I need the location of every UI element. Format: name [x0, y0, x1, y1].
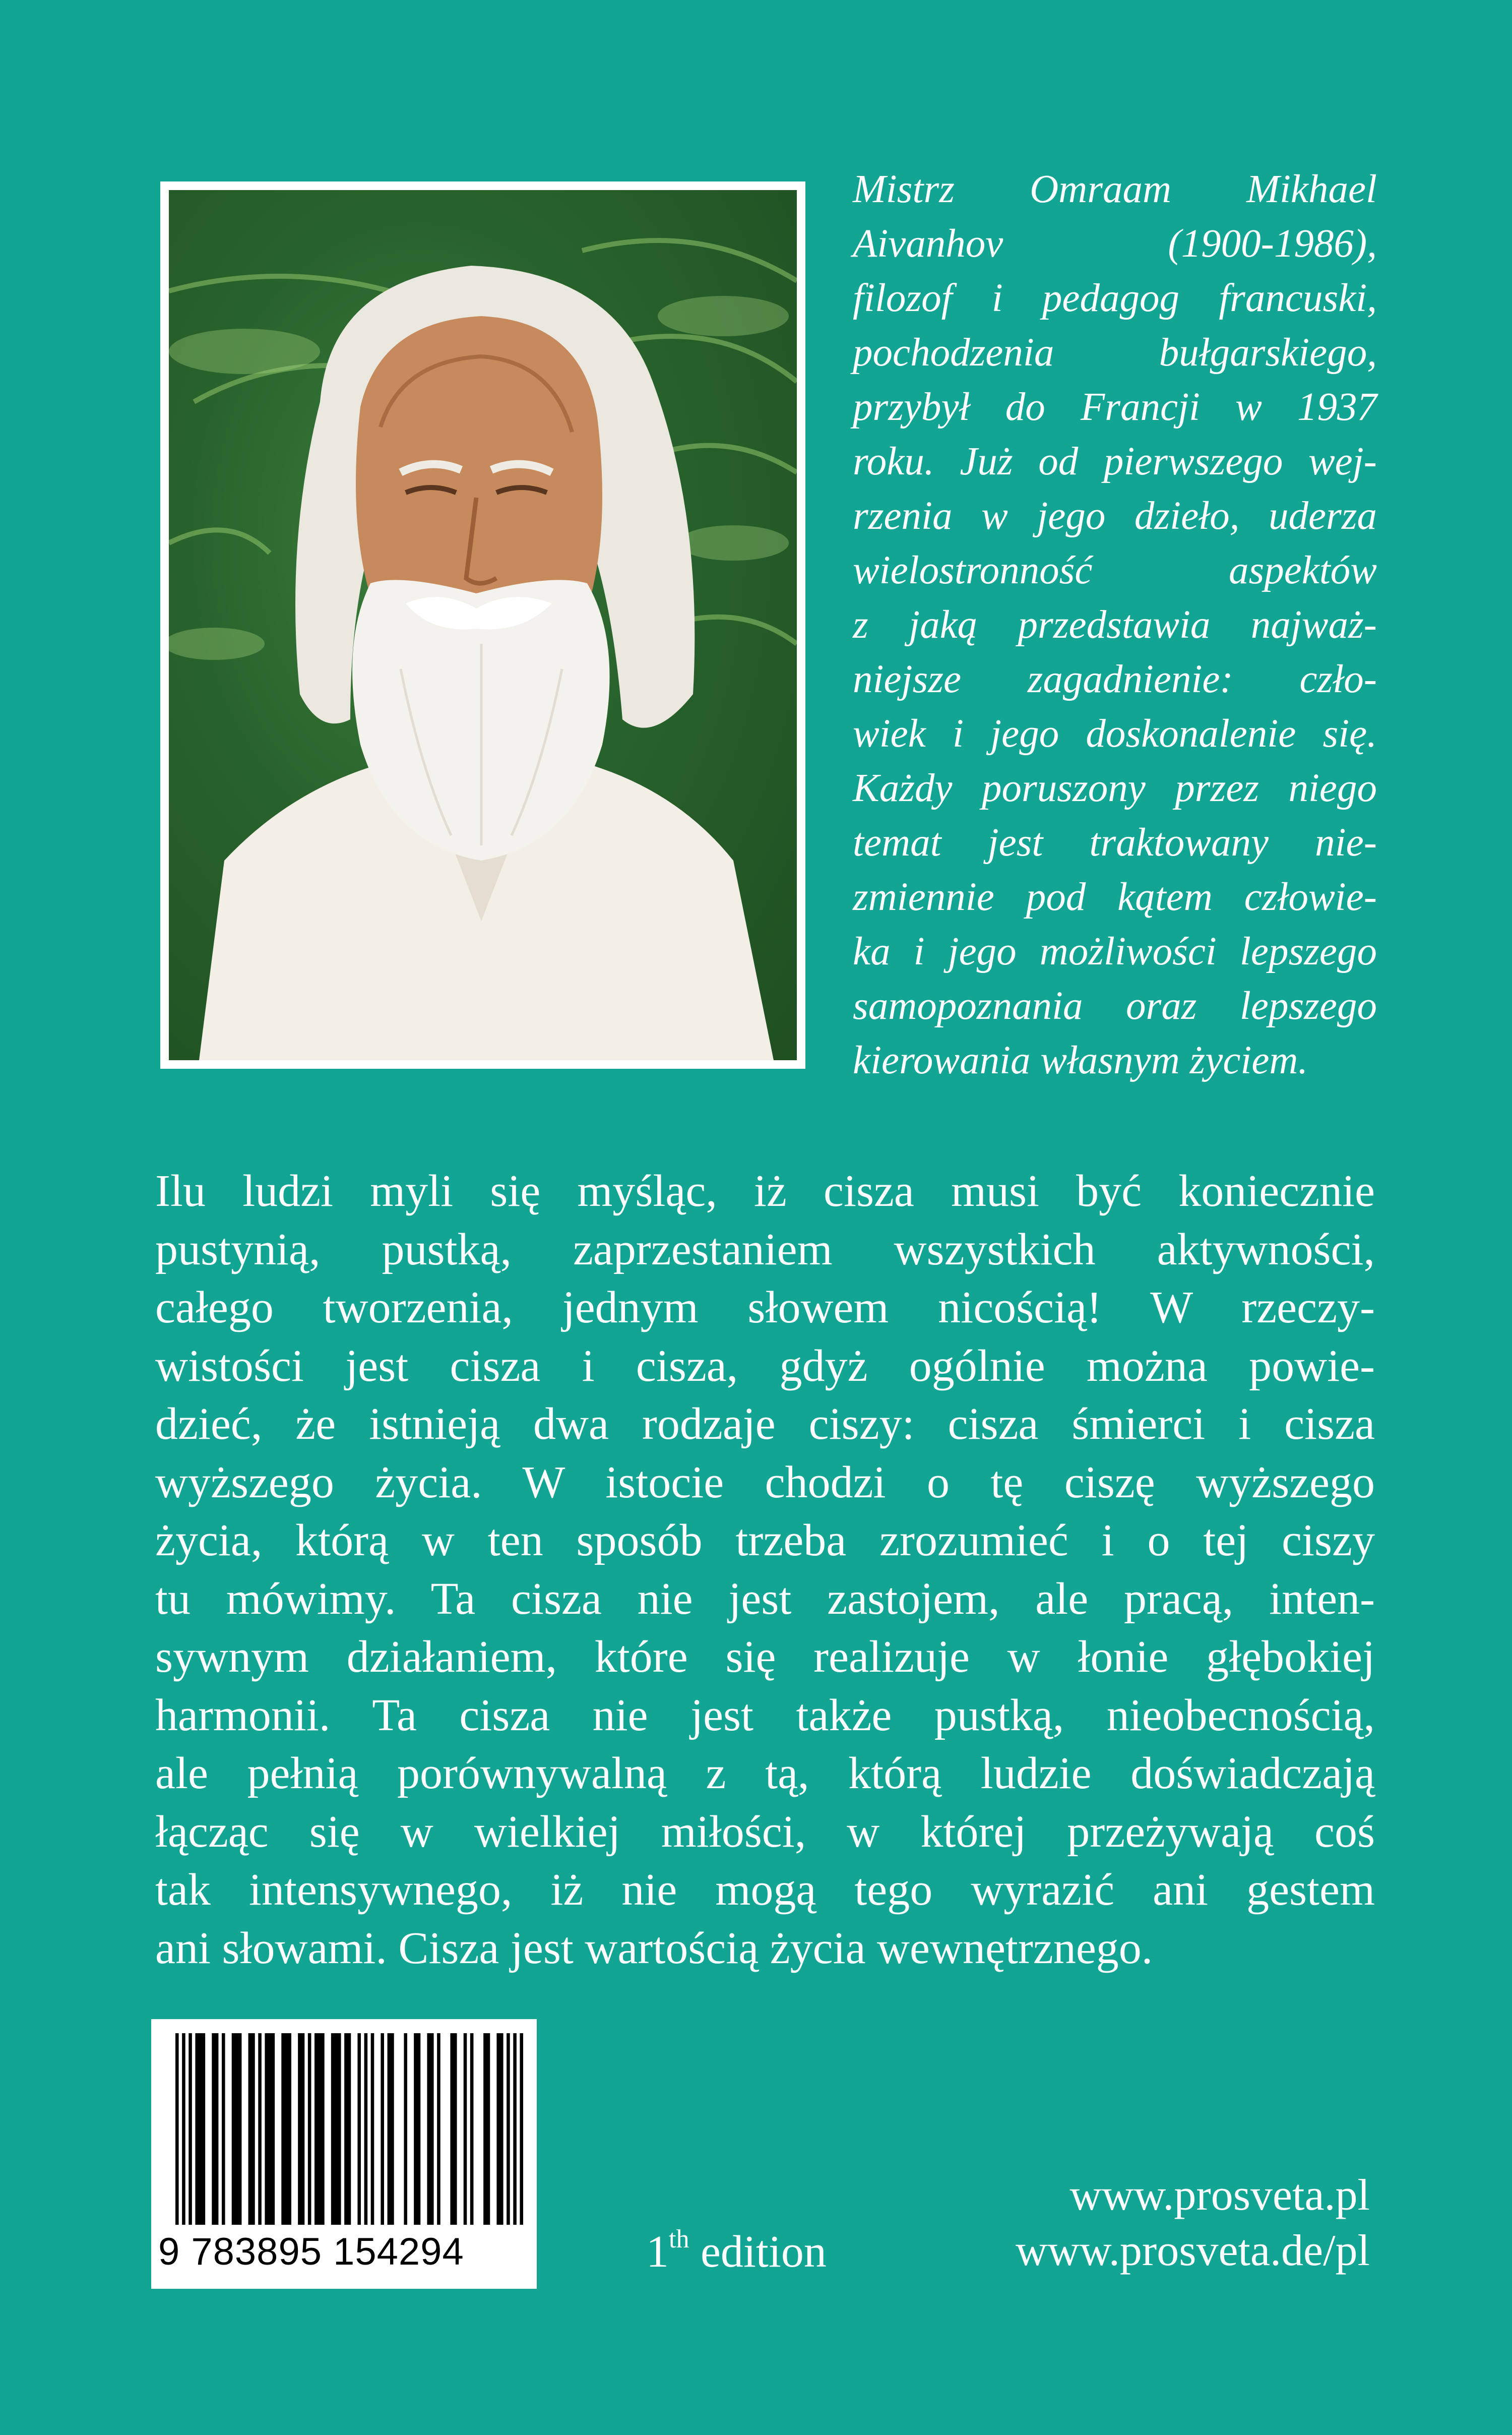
barcode-digits: 9 783895 154294 — [158, 2230, 464, 2273]
barcode-bar — [195, 2033, 205, 2225]
barcode-bar — [188, 2033, 192, 2225]
bio-line: wiek i jego doskonalenie się. — [853, 712, 1377, 756]
blurb-line: ale pełnią porównywalną z tą, którą ludzie doświadczają — [155, 1748, 1375, 1798]
barcode-bar — [470, 2033, 474, 2225]
barcode-bars — [175, 2033, 523, 2225]
barcode-bar — [265, 2033, 275, 2225]
bio-line: ka i jego możliwości lepszego — [853, 930, 1377, 973]
bio-line: niejsze zagadnienie: czło- — [853, 657, 1377, 701]
blurb-line: ani słowami. Cisza jest wartością życia wewnętrznego. — [155, 1923, 1153, 1973]
barcode-bar — [427, 2033, 433, 2225]
blurb-line: dzieć, że istnieją dwa rodzaje ciszy: cisza śmierci i cisza — [155, 1399, 1375, 1449]
barcode-bar — [381, 2033, 384, 2225]
blurb-line: łącząc się w wielkiej miłości, w której przeżywają coś — [155, 1806, 1375, 1857]
barcode-bar — [314, 2033, 325, 2225]
barcode-bar — [331, 2033, 341, 2225]
portrait-illustration — [169, 190, 797, 1060]
portrait-photo — [169, 190, 797, 1060]
barcode-bar — [298, 2033, 304, 2225]
blurb-line: całego tworzenia, jednym słowem nicością! W rzeczy- — [155, 1283, 1375, 1332]
bio-line: roku. Już od pierwszego wej- — [853, 440, 1377, 483]
bio-line: kierowania własnym życiem. — [853, 1039, 1308, 1082]
barcode-bar — [371, 2033, 374, 2225]
url-link[interactable]: www.prosveta.de/pl — [1015, 2226, 1370, 2275]
bio-line: z jaką przedstawia najważ- — [853, 603, 1377, 647]
blurb-line: harmonii. Ta cisza nie jest także pustką, nieobecnością, — [155, 1690, 1375, 1740]
bio-line: przybył do Francji w 1937 — [853, 385, 1377, 429]
author-bio — [853, 162, 1377, 1088]
barcode-bar — [175, 2033, 179, 2225]
url-link[interactable]: www.prosveta.pl — [1069, 2171, 1370, 2220]
bio-line: Mistrz Omraam Mikhael — [853, 167, 1377, 211]
edition-label — [646, 2226, 827, 2278]
blurb-line: tak intensywnego, iż nie mogą tego wyrazić ani gestem — [155, 1865, 1375, 1915]
bio-line: filozof i pedagog francuski, — [853, 276, 1377, 320]
barcode-bar — [507, 2033, 510, 2225]
barcode-bar — [414, 2033, 420, 2225]
bio-line: zmiennie pod kątem człowie- — [853, 875, 1377, 919]
barcode-bar — [464, 2033, 467, 2225]
bio-line: samopoznania oraz lepszego — [853, 984, 1377, 1028]
blurb-line: Ilu ludzi myli się myśląc, iż cisza musi być koniecznie — [155, 1166, 1375, 1216]
barcode-bar — [258, 2033, 262, 2225]
bio-line: rzenia w jego dzieło, uderza — [853, 494, 1377, 538]
bio-line: Każdy poruszony przez niego — [853, 766, 1377, 810]
barcode-bar — [308, 2033, 311, 2225]
barcode-bar — [437, 2033, 440, 2225]
barcode-bar — [496, 2033, 503, 2225]
isbn-barcode — [151, 2019, 537, 2289]
blurb-line: tu mówimy. Ta cisza nie jest zastojem, ale pracą, inten- — [155, 1573, 1375, 1624]
barcode-bar — [483, 2033, 490, 2225]
blurb-line: pustynią, pustką, zaprzestaniem wszystkich aktywności, — [155, 1224, 1375, 1274]
edition-suffix: th — [669, 2225, 689, 2254]
barcode-bar — [388, 2033, 394, 2225]
bio-line: pochodzenia bułgarskiego, — [853, 331, 1377, 375]
blurb-line: wistości jest cisza i cisza, gdyż ogólnie można powie- — [155, 1341, 1375, 1391]
barcode-bar — [182, 2033, 185, 2225]
bio-line: temat jest traktowany nie- — [853, 821, 1377, 865]
barcode-bar — [281, 2033, 291, 2225]
barcode-bar — [364, 2033, 368, 2225]
blurb-line: wyższego życia. W istocie chodzi o tę ciszę wyższego — [155, 1457, 1375, 1507]
barcode-bar — [404, 2033, 407, 2225]
barcode-bar — [232, 2033, 242, 2225]
barcode-bar — [450, 2033, 457, 2225]
barcode-bar — [344, 2033, 351, 2225]
barcode-bar — [513, 2033, 517, 2225]
barcode-bar — [212, 2033, 218, 2225]
barcode-bar — [248, 2033, 255, 2225]
publisher-urls — [866, 2168, 1370, 2279]
blurb-line: sywnym działaniem, które się realizuje w łonie głębokiej — [155, 1632, 1375, 1682]
edition-number: 1 — [646, 2227, 669, 2277]
edition-word: edition — [689, 2227, 827, 2277]
bio-line: wielostronność aspektów — [853, 549, 1377, 592]
barcode-bar — [222, 2033, 225, 2225]
barcode-bar — [357, 2033, 361, 2225]
blurb-line: życia, którą w ten sposób trzeba zrozumieć i o tej ciszy — [155, 1515, 1375, 1565]
portrait-frame — [160, 181, 805, 1069]
blurb-paragraph — [155, 1162, 1375, 1977]
bio-line: Aivanhov (1900-1986), — [853, 222, 1377, 266]
barcode-bar — [520, 2033, 523, 2225]
